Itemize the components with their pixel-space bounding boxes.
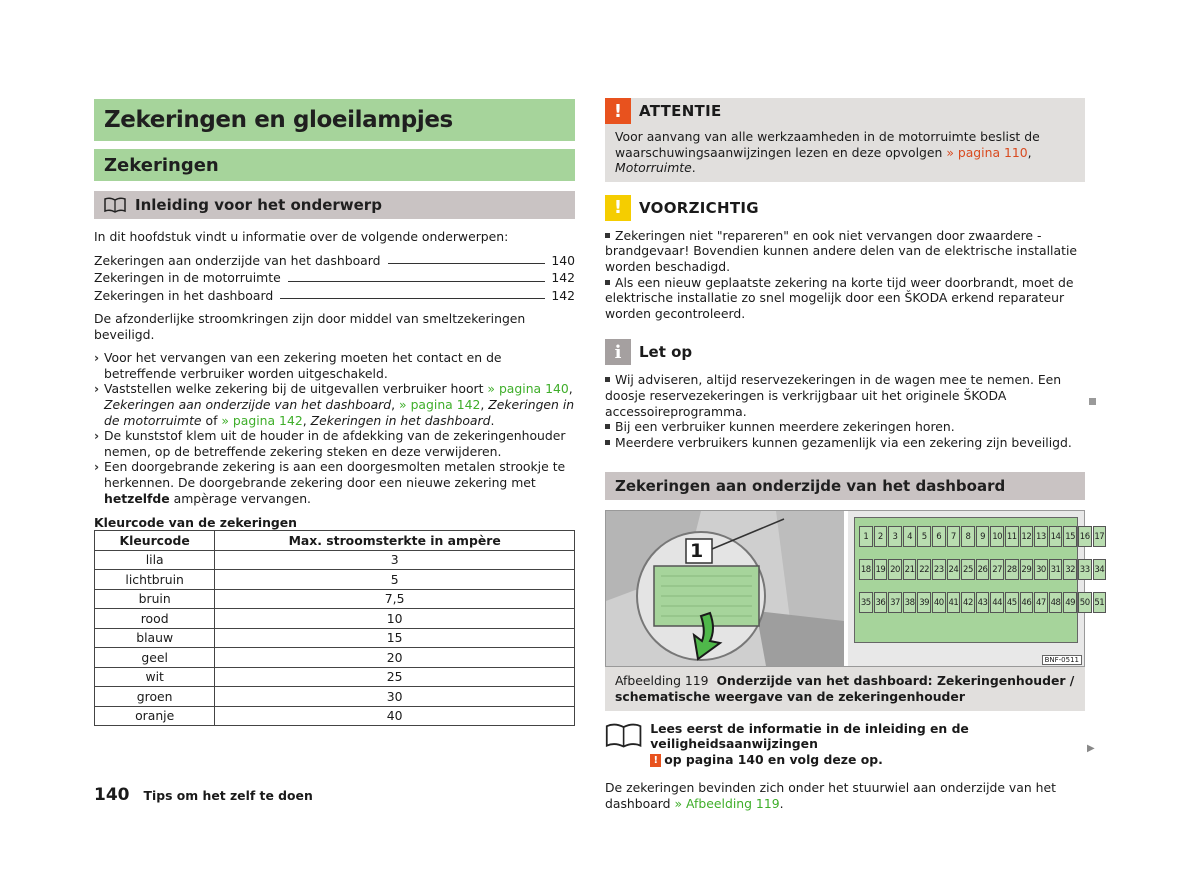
warning-icon: ! bbox=[605, 98, 631, 124]
figure-link[interactable]: » Afbeelding 119 bbox=[674, 795, 780, 811]
toc-item-page: 140 bbox=[551, 252, 575, 268]
fuse-slot: 9 bbox=[976, 526, 990, 547]
note-header bbox=[605, 339, 1085, 365]
read-first-text: Lees eerst de informatie in de inleiding en de veiligheidsaanwijzingen ! op pagina 140 en volg deze op. bbox=[650, 720, 969, 767]
fuse-slot: 13 bbox=[1034, 526, 1048, 547]
page-number: 140 bbox=[94, 785, 130, 805]
fuse-slot: 38 bbox=[903, 592, 917, 613]
fuse-slot: 28 bbox=[1005, 559, 1019, 580]
table-row bbox=[95, 628, 575, 648]
fuse-slot: 44 bbox=[990, 592, 1004, 613]
fuse-slot: 10 bbox=[990, 526, 1004, 547]
fuse-slot: 33 bbox=[1078, 559, 1092, 580]
book-icon bbox=[104, 197, 126, 213]
fuse-slot: 36 bbox=[874, 592, 888, 613]
location-text: De zekeringen bevinden zich onder het stuurwiel aan onderzijde van het dashboard » Afbeelding 119. bbox=[605, 780, 1056, 811]
note-item: Wij adviseren, altijd reservezekeringen in de wagen mee te nemen. Een doosje reservezekeringen is verkrijgbaar uit het originele ŠKODA accessoireprogramma. bbox=[605, 372, 1062, 419]
amperage-cell: 7,5 bbox=[215, 589, 575, 609]
toc-leader bbox=[388, 263, 546, 264]
instruction-item: › Voor het vervangen van een zekering moeten het contact en de betreffende verbruiker worden uitgeschakeld. bbox=[94, 350, 502, 381]
toc-item-label: Zekeringen aan onderzijde van het dashboard bbox=[94, 252, 381, 268]
table-row bbox=[95, 648, 575, 668]
toc-item[interactable] bbox=[94, 252, 575, 270]
fuse-slot: 43 bbox=[976, 592, 990, 613]
table-row bbox=[95, 570, 575, 590]
fuse-slot: 27 bbox=[990, 559, 1004, 580]
amperage-cell: 3 bbox=[215, 550, 575, 570]
right-column bbox=[605, 98, 1105, 811]
table-row bbox=[95, 687, 575, 707]
page-link[interactable]: » pagina 142 bbox=[399, 397, 481, 413]
amperage-cell: 40 bbox=[215, 706, 575, 726]
attention-text: Voor aanvang van alle werkzaamheden in de motorruimte beslist de waarschuwingsaanwijzingen lezen en deze opvolgen » pagina 110, Motorruimte. bbox=[615, 129, 1040, 176]
fuse-intro-text: De afzonderlijke stroomkringen zijn door middel van smeltzekeringen beveiligd. bbox=[94, 311, 526, 342]
table-row bbox=[95, 667, 575, 687]
fuse-slot: 8 bbox=[961, 526, 975, 547]
fuse-slot: 37 bbox=[888, 592, 902, 613]
fuse-slot: 29 bbox=[1020, 559, 1034, 580]
note-box bbox=[605, 339, 1085, 450]
footer-section: Tips om het zelf te doen bbox=[143, 788, 313, 803]
page-link[interactable]: » pagina 110 bbox=[946, 144, 1028, 160]
toc-item-page: 142 bbox=[551, 270, 575, 286]
instruction-list bbox=[94, 350, 575, 506]
caution-header bbox=[605, 195, 1085, 221]
square-bullet-icon bbox=[605, 440, 610, 445]
warning-icon: ! bbox=[650, 754, 661, 767]
fuse-slot: 34 bbox=[1093, 559, 1107, 580]
color-cell: blauw bbox=[95, 628, 215, 648]
square-bullet-icon bbox=[605, 377, 610, 382]
fuse-slot: 17 bbox=[1093, 526, 1107, 547]
fuse-slot: 5 bbox=[917, 526, 931, 547]
subsection-title bbox=[94, 191, 575, 219]
fuse-slot: 19 bbox=[874, 559, 888, 580]
fuse-slot: 30 bbox=[1034, 559, 1048, 580]
toc-item-label: Zekeringen in het dashboard bbox=[94, 287, 274, 303]
fuse-slot: 48 bbox=[1049, 592, 1063, 613]
instruction-item: › De kunststof klem uit de houder in de afdekking van de zekeringenhouder nemen, op de betreffende zekering steken en deze verwijderen. bbox=[94, 428, 566, 459]
fuse-row bbox=[859, 559, 1107, 582]
fuse-slot: 47 bbox=[1034, 592, 1048, 613]
caution-title: VOORZICHTIG bbox=[639, 198, 759, 217]
note-item: Bij een verbruiker kunnen meerdere zekeringen horen. bbox=[605, 419, 1085, 435]
color-cell: lila bbox=[95, 550, 215, 570]
dashboard-photo bbox=[606, 511, 844, 666]
fuse-slot: 45 bbox=[1005, 592, 1019, 613]
figure-code: BNF-0511 bbox=[1042, 655, 1082, 665]
end-of-section-icon bbox=[1089, 398, 1096, 405]
fuse-row bbox=[859, 592, 1107, 615]
square-bullet-icon bbox=[605, 233, 610, 238]
fuse-slot: 7 bbox=[947, 526, 961, 547]
fuse-slot: 26 bbox=[976, 559, 990, 580]
instruction-item: › Een doorgebrande zekering is aan een doorgesmolten metalen strookje te herkennen. De doorgebrande zekering door een nieuwe zekering met hetzelfde ampèrage vervangen. bbox=[94, 459, 566, 506]
figure-callout: 1 bbox=[690, 540, 704, 563]
fuse-slot: 22 bbox=[917, 559, 931, 580]
amperage-cell: 30 bbox=[215, 687, 575, 707]
fuse-row bbox=[859, 526, 1107, 549]
note-title: Let op bbox=[639, 343, 693, 362]
table-row bbox=[95, 589, 575, 609]
toc-item[interactable] bbox=[94, 269, 575, 287]
table-caption: Kleurcode van de zekeringen bbox=[94, 515, 297, 531]
fuse-slot: 51 bbox=[1093, 592, 1107, 613]
fuse-slot: 21 bbox=[903, 559, 917, 580]
fuse-slot: 4 bbox=[903, 526, 917, 547]
fuse-slot: 1 bbox=[859, 526, 873, 547]
fuse-slot: 32 bbox=[1063, 559, 1077, 580]
fuse-color-table bbox=[94, 530, 575, 726]
fuse-slot: 3 bbox=[888, 526, 902, 547]
fuse-holder-diagram bbox=[844, 511, 1105, 666]
read-first-note bbox=[605, 721, 1085, 768]
color-cell: wit bbox=[95, 667, 215, 687]
fuse-slot: 42 bbox=[961, 592, 975, 613]
color-cell: oranje bbox=[95, 706, 215, 726]
open-book-icon bbox=[605, 721, 642, 749]
color-cell: geel bbox=[95, 648, 215, 668]
fuse-slot: 40 bbox=[932, 592, 946, 613]
fuse-slot: 12 bbox=[1020, 526, 1034, 547]
info-icon: i bbox=[605, 339, 631, 365]
fuse-slot: 20 bbox=[888, 559, 902, 580]
amperage-cell: 25 bbox=[215, 667, 575, 687]
intro-text: In dit hoofdstuk vindt u informatie over de volgende onderwerpen: bbox=[94, 229, 509, 244]
fuse-grid bbox=[859, 526, 1107, 625]
note-item: Meerdere verbruikers kunnen gezamenlijk via een zekering zijn beveiligd. bbox=[605, 435, 1085, 451]
toc-leader bbox=[280, 298, 545, 299]
arrow-bullet-icon: › bbox=[94, 428, 100, 444]
section-heading: Zekeringen aan onderzijde van het dashboard bbox=[605, 472, 1085, 500]
column-header: Kleurcode bbox=[95, 531, 215, 551]
attention-title: ATTENTIE bbox=[639, 102, 722, 120]
figure-caption: Afbeelding 119 Onderzijde van het dashboard: Zekeringenhouder / schematische weergave van de zekeringenhouder bbox=[605, 667, 1085, 710]
instruction-item: › Vaststellen welke zekering bij de uitgevallen verbruiker hoort » pagina 140, Zekeringen aan onderzijde van het dashboard, » pagina 142, Zekeringen in de motorruimte of » pagina 142, Zekeringen in het dashboard. bbox=[94, 381, 575, 428]
amperage-cell: 5 bbox=[215, 570, 575, 590]
amperage-cell: 10 bbox=[215, 609, 575, 629]
fuse-slot: 41 bbox=[947, 592, 961, 613]
toc-item-page: 142 bbox=[551, 287, 575, 303]
dashboard-photo-drawing bbox=[606, 511, 844, 666]
arrow-bullet-icon: › bbox=[94, 459, 100, 475]
toc-item[interactable] bbox=[94, 287, 575, 305]
fuse-slot: 11 bbox=[1005, 526, 1019, 547]
caution-icon: ! bbox=[605, 195, 631, 221]
fuse-slot: 39 bbox=[917, 592, 931, 613]
table-row bbox=[95, 550, 575, 570]
table-of-contents bbox=[94, 252, 575, 305]
fuse-slot: 2 bbox=[874, 526, 888, 547]
page-link[interactable]: » pagina 142 bbox=[221, 412, 303, 428]
caution-box bbox=[605, 195, 1085, 322]
figure-119 bbox=[605, 510, 1105, 667]
table-row bbox=[95, 609, 575, 629]
square-bullet-icon bbox=[605, 424, 610, 429]
page-link[interactable]: » pagina 140 bbox=[487, 381, 569, 397]
fuse-slot: 35 bbox=[859, 592, 873, 613]
fuse-slot: 6 bbox=[932, 526, 946, 547]
chapter-title: Zekeringen en gloeilampjes bbox=[94, 99, 575, 141]
arrow-bullet-icon: › bbox=[94, 350, 100, 366]
fuse-slot: 15 bbox=[1063, 526, 1077, 547]
fuse-slot: 25 bbox=[961, 559, 975, 580]
toc-item-label: Zekeringen in de motorruimte bbox=[94, 270, 281, 286]
arrow-bullet-icon: › bbox=[94, 381, 100, 397]
subsection-title-text: Inleiding voor het onderwerp bbox=[135, 196, 382, 214]
continue-arrow-icon: ▶ bbox=[1087, 743, 1095, 754]
section-title: Zekeringen bbox=[94, 149, 575, 181]
amperage-cell: 20 bbox=[215, 648, 575, 668]
table-row bbox=[95, 706, 575, 726]
fuse-slot: 31 bbox=[1049, 559, 1063, 580]
square-bullet-icon bbox=[605, 280, 610, 285]
page-footer bbox=[94, 785, 313, 805]
toc-leader bbox=[288, 281, 546, 282]
color-cell: lichtbruin bbox=[95, 570, 215, 590]
fuse-slot: 18 bbox=[859, 559, 873, 580]
color-cell: groen bbox=[95, 687, 215, 707]
left-column bbox=[94, 99, 575, 726]
caution-item: Als een nieuw geplaatste zekering na korte tijd weer doorbrandt, moet de elektrische installatie zo snel mogelijk door een ŠKODA erkend reparateur worden gecontroleerd. bbox=[605, 274, 1074, 321]
fuse-slot: 14 bbox=[1049, 526, 1063, 547]
column-header: Max. stroomsterkte in ampère bbox=[215, 531, 575, 551]
caution-item: Zekeringen niet "repareren" en ook niet vervangen door zwaardere - brandgevaar! Bovendien kunnen andere delen van de elektrische installatie worden beschadigd. bbox=[605, 227, 1078, 274]
fuse-slot: 23 bbox=[932, 559, 946, 580]
attention-box bbox=[605, 98, 1085, 182]
fuse-slot: 50 bbox=[1078, 592, 1092, 613]
fuse-board bbox=[854, 517, 1105, 643]
fuse-slot: 49 bbox=[1063, 592, 1077, 613]
color-cell: rood bbox=[95, 609, 215, 629]
amperage-cell: 15 bbox=[215, 628, 575, 648]
fuse-slot: 24 bbox=[947, 559, 961, 580]
fuse-slot: 46 bbox=[1020, 592, 1034, 613]
color-cell: bruin bbox=[95, 589, 215, 609]
attention-header bbox=[605, 98, 1085, 124]
table-header-row bbox=[95, 531, 575, 551]
fuse-slot: 16 bbox=[1078, 526, 1092, 547]
